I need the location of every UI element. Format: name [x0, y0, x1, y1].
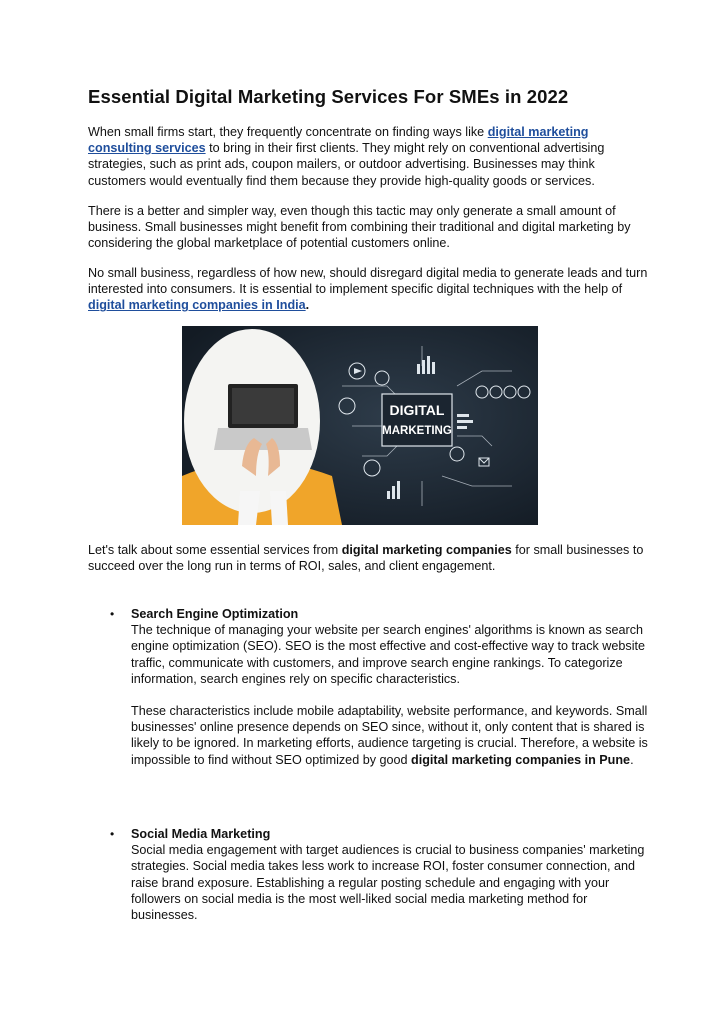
- banner-text-marketing: MARKETING: [382, 425, 452, 437]
- hero-illustration: [182, 326, 538, 525]
- seo-p2-bold: digital marketing companies in Pune: [411, 752, 631, 767]
- seo-p2-period: .: [630, 752, 634, 767]
- digital-marketing-companies-india-link[interactable]: digital marketing companies in India: [88, 298, 306, 313]
- service-title-seo: Search Engine Optimization: [131, 607, 299, 621]
- service-title-smm: Social Media Marketing: [131, 827, 271, 841]
- intro-paragraph-2: There is a better and simpler way, even though this tactic may only generate a small amount of business. Small businesses might benefit from combining their traditional and digital marketing by considering the global marketplace of potential customers online.: [88, 204, 631, 251]
- intro-p3-period: .: [305, 298, 310, 313]
- lead-rest: for small businesses to succeed over the long run in terms of ROI, sales, and client engagement.: [88, 543, 644, 574]
- service-smm-paragraph-1: Social media engagement with target audiences is crucial to business companies' marketing strategies. Social media takes less work to increase ROI, foster consumer connection, and raise brand exposure. Establishing a regular posting schedule and engaging with your followers on social media is the most well-liked social media marketing method for businesses.: [131, 843, 645, 923]
- service-seo-paragraph-2: [131, 703, 651, 768]
- intro-p3-text: No small business, regardless of how new, should disregard digital media to generate leads and turn interested into consumers. It is essential to implement specific digital techniques with the help of: [88, 266, 648, 297]
- lead-paragraph: [88, 542, 648, 574]
- service-item-seo: [131, 606, 651, 768]
- lead-bold: digital marketing companies: [341, 543, 512, 557]
- banner-text-digital: DIGITAL: [389, 402, 445, 418]
- page-title: Essential Digital Marketing Services For SMEs in 2022: [88, 86, 569, 107]
- lead-text: Let's talk about some essential services from: [88, 543, 342, 557]
- intro-paragraph-1: [88, 124, 648, 189]
- bullet-icon: •: [110, 827, 115, 841]
- seo-p2-text: These characteristics include mobile adaptability, website performance, and keywords. Small businesses' online presence depends on SEO since, without it, only content that is shared is likely to be ignored. In marketing efforts, audience targeting is crucial. Therefore, a website is impossible to find without SEO optimized by good: [131, 704, 648, 767]
- bullet-icon: •: [110, 607, 115, 621]
- digital-marketing-consulting-link[interactable]: digital marketing consulting services: [88, 125, 589, 156]
- intro-paragraph-3: [88, 265, 648, 314]
- service-item-smm: [131, 826, 651, 923]
- laptop-keyboard: [214, 428, 312, 450]
- digital-marketing-hero-image: [182, 326, 538, 525]
- service-seo-paragraph-1: The technique of managing your website per search engines' algorithms is known as search engine optimization (SEO). SEO is the most effective and cost-effective way to track website traffic, communicate with customers, and improve search engine rankings. To categorize information, search engines rely on specific characteristics.: [131, 623, 646, 686]
- intro-p1-rest: to bring in their first clients. They might rely on conventional advertising strategies, such as print ads, coupon mailers, or outdoor advertising. Businesses may think customers would eventually find them because they provide high-quality goods or services.: [88, 141, 605, 188]
- intro-p1-text: When small firms start, they frequently concentrate on finding ways like: [88, 125, 488, 139]
